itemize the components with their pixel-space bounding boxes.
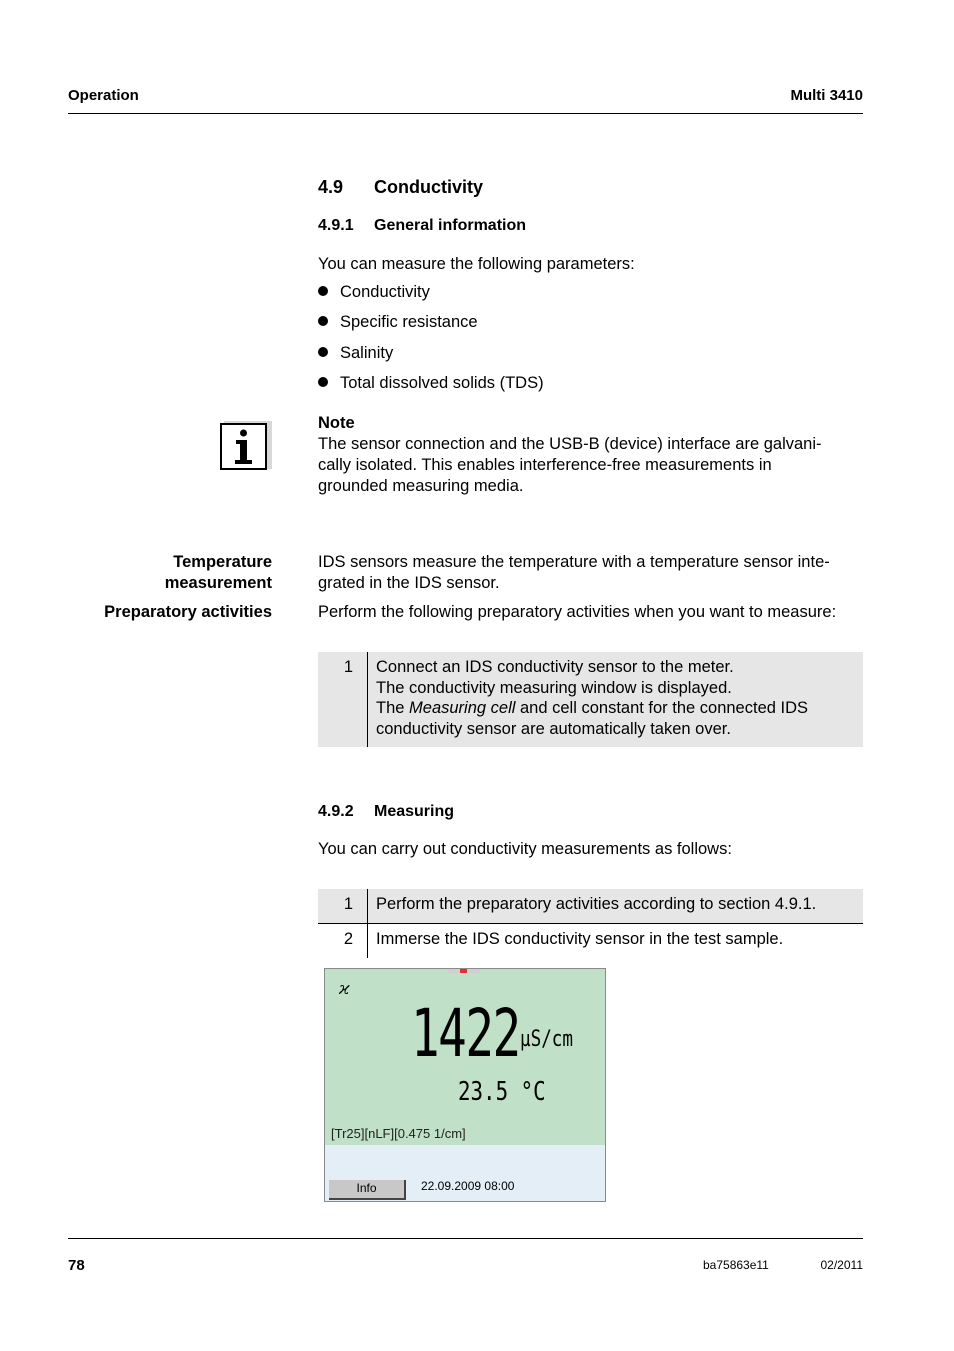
document-date: 02/2011 xyxy=(820,1258,863,1272)
section-number: 4.9 xyxy=(318,177,344,197)
subsection1-title: General information xyxy=(374,217,527,234)
temperature-label-line: Temperature xyxy=(173,553,272,571)
measuring-intro: You can carry out conductivity measurements as follows: xyxy=(318,840,732,858)
temperature-value: 23.5 °C xyxy=(458,1077,546,1107)
parameters-intro: You can measure the following parameters: xyxy=(318,255,635,273)
temperature-label-line: measurement xyxy=(164,574,272,592)
step-number: 1 xyxy=(318,652,368,747)
subsection2-title: Measuring xyxy=(374,803,455,820)
step-text: Connect an IDS conductivity sensor to the meter. The conductivity measuring window is displayed. The Measuring cell and cell constant for the connected IDS conductivity sensor are automatically taken over. xyxy=(368,652,864,747)
info-icon xyxy=(220,419,272,476)
page-number: 78 xyxy=(68,1257,85,1274)
header-product-name: Multi 3410 xyxy=(790,87,863,104)
subsection1-number: 4.9.1 xyxy=(318,217,354,234)
header-section-title: Operation xyxy=(68,87,139,104)
measuring-steps-table xyxy=(318,889,863,958)
step-text: Perform the preparatory activities according to section 4.9.1. xyxy=(368,889,864,923)
bullet-item: Conductivity xyxy=(318,283,430,302)
table-row xyxy=(318,652,863,747)
note-title: Note xyxy=(318,414,355,432)
table-row xyxy=(318,923,863,958)
measured-value: 1422 xyxy=(411,995,520,1072)
display-datetime: 22.09.2009 08:00 xyxy=(421,1179,515,1193)
note-text-line: cally isolated. This enables interference-free measurements in xyxy=(318,456,772,474)
info-button[interactable]: Info xyxy=(329,1180,406,1200)
measured-unit: µS/cm xyxy=(520,1027,573,1052)
step-number: 2 xyxy=(318,923,368,958)
temperature-text-line: grated in the IDS sensor. xyxy=(318,574,500,592)
step-number: 1 xyxy=(318,889,368,923)
bullet-item: Total dissolved solids (TDS) xyxy=(318,374,544,393)
header-rule xyxy=(68,113,863,114)
measurement-settings: [Tr25][nLF][0.475 1/cm] xyxy=(331,1126,466,1141)
preparatory-label: Preparatory activities xyxy=(104,603,272,621)
bullet-item: Salinity xyxy=(318,344,393,363)
table-row xyxy=(318,889,863,923)
section-title: Conductivity xyxy=(374,177,484,197)
bullet-item: Specific resistance xyxy=(318,313,478,332)
subsection2-number: 4.9.2 xyxy=(318,803,354,820)
temperature-text-line: IDS sensors measure the temperature with a temperature sensor inte- xyxy=(318,553,830,571)
display-status-marks xyxy=(448,969,480,973)
document-code: ba75863e11 xyxy=(703,1258,769,1272)
note-text-line: The sensor connection and the USB-B (device) interface are galvani- xyxy=(318,435,822,453)
step-text: Immerse the IDS conductivity sensor in the test sample. xyxy=(376,929,784,948)
bullet-dot-icon xyxy=(318,286,328,296)
footer-rule xyxy=(68,1238,863,1239)
conductivity-symbol: ϰ xyxy=(339,979,350,999)
note-text-line: grounded measuring media. xyxy=(318,477,524,495)
preparatory-steps-table xyxy=(318,652,863,747)
bullet-dot-icon xyxy=(318,347,328,357)
bullet-dot-icon xyxy=(318,377,328,387)
bullet-dot-icon xyxy=(318,316,328,326)
meter-display xyxy=(324,968,606,1202)
preparatory-text: Perform the following preparatory activities when you want to measure: xyxy=(318,603,837,621)
